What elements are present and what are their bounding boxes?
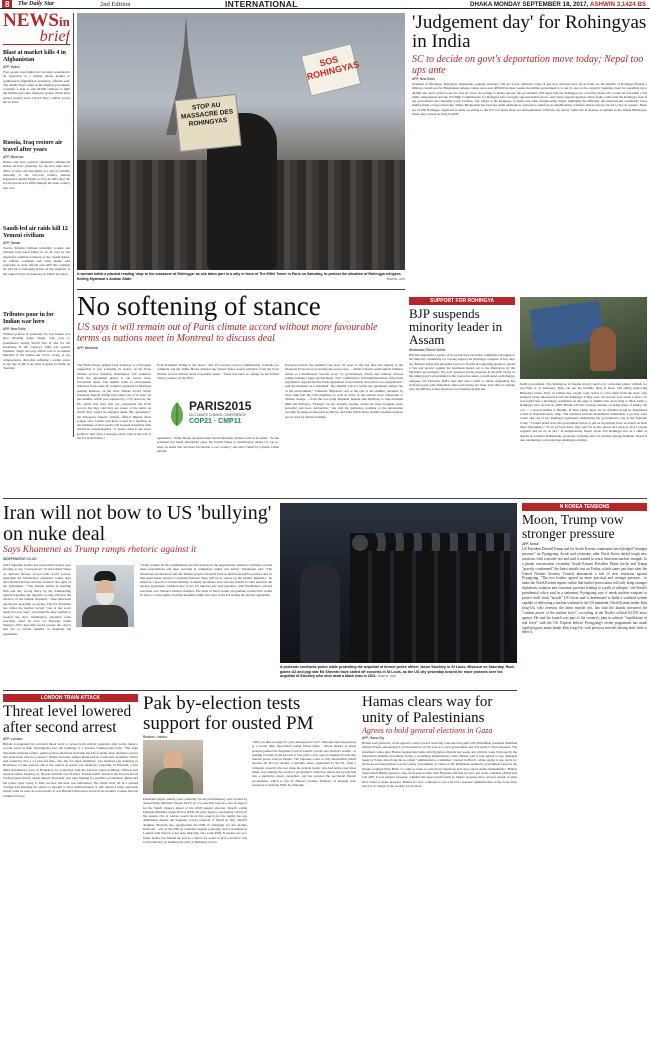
protester-figure: [300, 563, 340, 663]
rohingya-headline: 'Judgement day' for Rohingyas in India: [412, 13, 647, 52]
photo-credit: PHOTO: AFP: [377, 674, 397, 679]
korea-story: [522, 513, 647, 1033]
climate-body-col1: The White House pushed back Saturday at a European suggestion it was softening its stance on the Paris climate accord, insisting Washington will withdraw from the agreement unless it can secure more favourable terms. The remark came as environment ministers from some 30 countries gathered in Montreal seeking headway on the Paris climate accord which President Donald Trump had pulled out of in June. At the summit, which was attended by a US observer, the EU stated that they will not renegotiate the Paris accord, but they said they are aware of the terms on which they would be engaged under this agreement," the European Union's climate official Miguel Arias Canete said. Canete said there would be a meeting on the sidelines of next week's UN General Assembly with American representatives "to assess what is the exact position" and "give a message about what is the role of the US in the future.": [77, 363, 151, 441]
bangla-date: ASHWIN 3,1424 BS: [589, 1, 646, 8]
hamas-byline: AFP, Gaza City: [362, 736, 385, 740]
rohingya-story: [412, 13, 647, 155]
bjp-headline: BJP suspends minority leader in Assam: [409, 307, 503, 347]
scarf: [153, 768, 193, 794]
korea-byline: AFP, Seoul: [522, 542, 539, 546]
iran-byline: INDEPENDENT.CO.UK: [3, 557, 37, 561]
brief-headline: Blast at market kills 4 in Afghanistan: [3, 50, 66, 63]
iran-deck: Says Khamenei as Trump ramps rhetoric against it: [3, 545, 197, 555]
brief-headline: Tributes pour in for Indian war hero: [3, 312, 54, 325]
brief-body: Four people were killed and 14 others wounded in an explosion at a mobile phone market in southeastern Afghanistan yesterday, officials said. The deadly blast comes as the Afghan government considers a plan to arm 20,000 civilians to fight the Taliban and other insurgent groups which have gained ground since US-led Nato combat troops left in 2014.: [3, 70, 70, 105]
brief-title-news: NEWS: [3, 13, 59, 31]
brief-title-in: in: [58, 14, 70, 29]
dateline: [470, 1, 646, 8]
brief-item: [3, 140, 70, 222]
iran-body-col2: "Today despite all the commitments and discussions in the negotiations, America's attitude towards these negotiations and their outcome is completely unjust and unfair," Khamenei said. "The Americans should know that the Iranian people will stand firm on their honourable positions and on important issues related to national interests; there will be no retreat by the Islamic Republic," he added in a speech to Iranian military academy graduates. Iran said last month it could abandon the nuclear agreement "within hours" if the US imposes any new penalties, after Washington ordered sanctions over Tehran's ballistic missiles. The head of Iran's atomic programme warned Iran would be able to create highly enriched uranium within five days of the US ending the nuclear agreement.: [140, 563, 272, 598]
climate-body-col4: European Union, the summit took place 50 years to the day after the signing of the Montreal Protocol on protecting the ozone layer -- which Canada's environment minister hailed as a multilateral "success story" by governments, NGOs and ordinary citizens jointly tackling a major global threat. "We" committed to full implementation of the Paris Agreement. Agreed that the Paris Agreement is irreversible and will not be renegotiated," said the ministers in a statement. The summit will not revisit the agreement taking care of the environment," Catherine McKenna said at the end of the summit, attended by more than half the G20 members as well as some of the nations most vulnerable to climate change -- from the low-lying Marshall Islands and Maldives to impoverished Mali and Ethiopia. "Changes we see, extreme weather events are more frequent, more powerful and more destructive," she told the gathering, pointing to the devastation wrought by mega-storms such as Harvey and Irma which many climate scientists believe are boosted by global warming.: [285, 363, 403, 419]
london-story: [3, 704, 138, 1034]
photo-paris-caption: [77, 272, 405, 286]
brief-byline: AFP, Kabul: [3, 65, 20, 69]
pak-byline: Reuters, Lahore: [143, 735, 168, 739]
page-number: 8: [2, 0, 12, 9]
caption-text: A protester confronts police while protesting the acquittal of former police officer Jason Stockley in St Louis, Missouri on Saturday. Rock giants U2 and pop star Ed Sheeran have called off concerts in St Louis, as the US city yesterday braced for more protests over the acquittal of Stockley who shot dead a black man in 2011.: [280, 665, 515, 679]
brief-item: [3, 50, 70, 136]
paris-leaf-icon: [167, 400, 187, 428]
photo-credit: PHOTO: AFP: [386, 276, 405, 281]
placard-stop: [174, 94, 241, 152]
hr-middle: [3, 498, 647, 499]
pak-headline: Pak by-election tests support for ousted PM: [143, 694, 314, 734]
korea-body: US President Donald Trump and his South Korean counterpart have pledged "stronger pressure" on Pyongyang, Seoul said yesterday, after North Korea defied tough new sanctions with a missile test and said it wanted to reach American nuclear strength. In a phone conversation yesterday, South Korean President Moon Jae-In and Trump "gravely condemned" the latest missile test on Friday, which came just days after the United Nations Security Council announced a raft of new sanctions against Pyongyang. "The two leaders agreed on more practical and stronger pressure... to make the North Korean regime realise that further provocation will only bring stronger diplomatic isolation and economic pressure leading to a path of collapse," the South's presidential office said in a statement. Pyongyang says it needs nuclear weapons to protect itself from "hostile" US forces and is determined to build a warhead system capable of delivering a nuclear warhead to the US mainland. North Korean leader Kim Jong-Un, who oversaw the latest missile test, has said the launch increased the "combat power of the nuclear force", according to the North's official KCNA news agency. He said the launch was part of the country's plan to achieve "equilibrium of real force" with the US. Experts believe Pyongyang's recent programme has made rapid progress under leader Kim Jong-Un, with previous missiles having done little to deter it.: [522, 547, 647, 635]
beard: [96, 593, 114, 605]
news-in-brief-column: [3, 13, 70, 443]
paris2015-sub1: UN CLIMATE CHANGE CONFERENCE: [189, 413, 246, 417]
iran-body-col1: Iran's Supreme Leader has warned Iran would react strongly to any "wrong move" by the United States on Tehran's nuclear accord with world powers. Ayatollah Ali Khamenei's statement comes days after Donald Trump said Iran violated "the spirit of the agreement." "The Iranian nation is standing firm and any wrong move by the domineering regime regarding the [nuclear accord] will face the reaction of the Islamic Republic," state television quoted the Ayatollah as saying. The US President has called the nuclear accord "one of the worst deals I've ever seen" and hinted he may attempt to rescind the deal. Washington extended some sanctions relief for Iran on Thursday under Tehran's 2015 deal with world powers but said it had yet to decide whether to maintain the agreement.: [3, 563, 71, 636]
photo-khamenei: [76, 565, 134, 627]
climate-headline: No softening of stance: [77, 292, 321, 321]
photo-st-louis-caption: [280, 665, 517, 687]
brief-item: [3, 312, 70, 394]
masthead: [0, 0, 650, 9]
hamas-body: Hamas said yesterday it had agreed to steps toward resolving a decade-long split with Palestinian president Mahmud Abbas's Fatah, announcing it would dissolve a body seen as a rival government and was ready to hold elections. The statement comes after Hamas leaders held talks with Egyptian officials last week, and with the Gaza Strip run by the Palestinian Islamist movement facing a worsening humanitarian crisis. Hamas said it had agreed to key demands made by Fatah, dissolving the so-called "administrative committee" created in March, while saying it was ready for elections and negotiations toward a unity government. It called on the Palestinian Authority government based in the Israeli-occupied West Bank "to come to Gaza to exercise its functions and carry out its duties immediately." Hamas chief Ismail Haniya agreed to take such steps in talks with Egyptian officials in Cairo last week, a Hamas official had told AFP. It was unclear however, whether the steps would result in further progress since several rounds of talks have failed to make progress. Hamas for now continues to run a de facto separate administration in the Gaza Strip and it is in charge of the security forces there.: [362, 741, 517, 788]
bjp-byline: Hindustan Times Online: [409, 348, 446, 352]
brief-body: Twelve Yemeni civilians including women and children have been killed in an air raid by the Saudi-led coalition northeast of the capital Sanaa, an official, residents and rebel media said yesterday. A local official said AFP the coalition air raid hit a rebel-held house on the outskirts of the capital Sanaa on Saturday, in Marib province.: [3, 246, 70, 276]
climate-byline: AFP, Montreal: [77, 346, 99, 350]
paris2015-logo: [157, 396, 279, 434]
edition: 2nd Edition: [100, 1, 131, 8]
rohingya-byline: AFP, New Delhi: [412, 77, 435, 81]
hr-bottom: [3, 690, 517, 691]
brief-title-brief: brief: [3, 30, 70, 45]
placard-sos-text: SOS ROHINGYAS: [305, 54, 361, 82]
rohingya-deck: SC to decide on govt's deportation move today; Nepal too ups ante: [412, 54, 644, 76]
brief-byline: AFP, Sanaa: [3, 241, 21, 245]
bjp-body: BJP has suspended a leader of its Assam state executive committee belonging to the minority community for voicing support for Rohingya refugees. A few days ago Benazir Arfan had uploaded a post on Facebook requesting people to attend a 'fair and protest' against the treatment meted out to the Rohingyas by the Myanmar government. The post garnered strong response in the BJP circles as the ruling party's government at the Centre has taken a tough stand on Rohingya refugees. On Thursday, BJP's state unit sent a letter to Arfan suspending her from the party with immediate effect and giving her three days time to explain why disciplinary action should not be initiated against her.: [409, 353, 515, 392]
paper-name: The Daily Star: [18, 1, 55, 7]
hamas-deck: Agrees to hold general elections in Gaza: [362, 726, 493, 735]
bjp-label: SUPPORT FOR ROHINGYA: [409, 297, 515, 305]
police-line: [350, 543, 510, 663]
brief-headline: Russia, Iraq restore air travel after years: [3, 140, 63, 153]
climate-body-col2: from President Trump to the press." The US reversal was not immediately available for comment and the White House insisted the United States would withdraw from the Paris climate accord without more favourable terms. "There has been no change in the United States' position on the Paris: [157, 363, 279, 380]
hr-climate: [77, 289, 405, 290]
section-title: INTERNATIONAL: [225, 0, 298, 9]
brief-byline: AFP, Moscow: [3, 155, 24, 159]
climate-body-col3: agreement," White House spokeswoman Sarah Huckabee Sanders said in an email. "As the president has made abundantly clear, the United States is withdrawing unless we can re-enter on terms that are more favourable to our country," she said. Called by Canada, China and the: [157, 436, 279, 453]
placard-stop-text: STOP AU MASSACRE DES ROHINGYAS: [180, 101, 234, 129]
child-figure: [590, 327, 616, 371]
photo-rohingya-child: [520, 297, 647, 379]
placard-sos: [301, 43, 362, 96]
brief-byline: AFP, New Delhi: [3, 327, 26, 331]
photo-paris-rally: [77, 13, 405, 270]
paris2015-title: PARIS2015: [189, 399, 252, 413]
korea-label: N KOREA TENSIONS: [522, 503, 647, 511]
iran-headline: Iran will not bow to US 'bullying' on nuke deal: [3, 503, 272, 545]
london-headline: Threat level lowered after second arrest: [3, 704, 132, 736]
hamas-headline: Hamas clears way for unity of Palestinians: [362, 694, 493, 726]
brief-body: Russia and Iraq restored scheduled commercial airline services yesterday for the first time since 2003, as what officials hailed as a sign of stability returning to the war-torn country. Russia suspended regular flights to Iraq in 2003 after the US-led invasion in 2003 plunged the Arab country into war.: [3, 160, 70, 190]
helmets: [350, 533, 510, 551]
london-label: LONDON TRAIN ATTACK: [3, 694, 138, 702]
photo-st-louis-protest: [280, 503, 517, 663]
korea-headline: Moon, Trump vow stronger pressure: [522, 513, 624, 541]
caption-text: A woman holds a placard reading 'stop to the massacre of Rohingya' as she takes part in a rally in front of The Eiffel Tower in Paris on Saturday, to protest the situation of Rohingya refugees fleeing Myanmar's Arakan State.: [77, 272, 401, 281]
pak-body-col2: "Will you take revenge for your disrespected vote?" Maryam asked supporters at a recent rally. Opposition leader Imran Khan - whose threats of street protests pushed the Supreme Court to launch a probe into Nawaz's wealth - is seeking to build on his success of last year's court case by making inroads into Sharifs' power base in Punjab. The Supreme Court in July disqualified Sharif because he did not declare a monthly salary equivalent to $2,722, from a company owned by his son when the veteran leader, who had held power three times, was running the country's government. Khan has turned the by-election into a plebiscite about corruption, and has accused the provincial Punjab government, which is run by Nawaz's brother Shahbaz, of abusing state resources to help the PML-N campaign.: [252, 740, 356, 787]
hamas-story: [362, 694, 517, 1034]
dateline-text: DHAKA MONDAY SEPTEMBER 18, 2017,: [470, 1, 589, 8]
bjp-story: [409, 307, 515, 497]
rohingya-body-continued: Delhi government. The Rohingyas in Jammu mostly survive by collecting plastic rubbish for recycling or as labourers. They can see the hostility there is more. The ruling right-wing Bharatiya Janata Party in Jammu has sought court orders to evict them from the state. One business group threatened to kill the Rohingya if they were not moved. Last week a dead cow was found near a Rohingya settlement on the edge of Jammu city. According to Shah Alam, a Rohingya who arrived in 2008, Hindu activists torched shanties accusing them of killing the cow -- a sacred animal to Hindus. In New Delhi, there are 47 families living in dilapidated rooms in Kanchan Kunj camp. The residents include Mohammad Salimullah, a grocery store owner and one of two Rohingya petitioners challenging the government's case at the Supreme Court. "I would prefer have the government kill us or put us in jail than force us deport us back there (Myanmar)." "If we go back there, they will cut us into pieces and stack us 10-15 people together and set us on fire." In neighbouring Nepal, about 250 Rohingya live in a slum of shacks in southern Kathmandu, anxiously awaiting news of relatives fleeing Rakhine. Nepal is also attempting to prevent more Rohingya arriving.: [520, 382, 647, 442]
robe: [82, 605, 128, 627]
brief-headline: Saudi-led air raids kill 12 Yemeni civilians: [3, 226, 68, 239]
brief-body: Tributes poured in yesterday for last Indian war hero Marshal Arjan Singh, who rose to prominence during World War II and for his leadership in the country's 1965 war against Pakistan. Singh, the only officer ever to be named Marshal of the Indian Air Force owing to his achievements, died after suffering a cardiac arrest at the age of 98 at an army hospital in Delhi on Saturday.: [3, 332, 70, 371]
climate-deck: US says it will remain out of Paris climate accord without more favourable terms as nations meet in Montreal to discuss deal: [77, 322, 378, 344]
london-byline: AFP, London: [3, 737, 23, 741]
brief-item: [3, 226, 70, 308]
london-body: Britain downgraded its terrorism threat level to severe from critical yesterday after police made a second arrest in their investigation into the bombing of a London Underground train. "The Joint Terrorism Analysis Centre, which reviews the threat level that the UK is under, have decided to lower that level from critical to severe," Home Secretary Amber Rudd said in a televised statement. Police said yesterday that a 21-year-old man, who has not been identified, was detained late Saturday in Hounslow, on the western rim of the capital. A search was underway yesterday in Stanwell, a few miles (kilometres) west of Hounslow, in connection with the Parsons Green bombing. Officers had arrested earlier Saturday an 18-year-old man over Friday's "bucket bomb" attack at the Parsons Green Underground station, which injured 30 people, and were hunting for possible accomplices. Rudd said the police were trying to find out how the man was radicalised. The bomb went off in a packed carriage and although the device is thought to have malfunctioned, it still caused a large explosion which could be seen on social media. It was Britain's fifth terror attack in six months, a series that has claimed 35 lives.: [3, 742, 138, 798]
paris2015-sub2: COP21 · CMP11: [189, 418, 242, 425]
pak-body-col1: Pakistanis began casting votes yesterday for the parliamentary seat vacated by ousted Prime Minister Nawaz Sharif, in a by-election seen as a test of support for the Sharif dynasty ahead of the 2018 general election. Sharif's ruling Pakistan Muslim League-Nawaz (PML-N) party hopes a resounding victory in the eastern city of Lahore would show that support for the family has not diminished despite the Supreme Court's removal of Sharif in July. Sharif's daughter Maryam has spearheaded the PML-N campaign for her mother Kulsoom - who is the NPL-N candidate despite receiving cancer treatment in London with Nawaz at her side. Maryam, who some PML-N leaders see as a future leader, has framed the poll as a chance for voters to give a decisive vote to the judiciary by handing the party a thumping victory.: [143, 797, 247, 844]
rohingya-body: Detained in Myanmar, Rohingyas desperately seeking sanctuary will get a new reminder today of just how unloved they are in India. As the number of Rohingya fleeing a military crackdown for Bangladesh refugee camps races past 400,000 in three weeks, the Indian government is to put its case to the country's Supreme Court for expelling up to 40,000 who have arrived over the past 10 years. According to media reports, the government will argue that the Rohingya are a security threat who could aid terrorism. Civil rights campaigners and the UN High Commissioner for Refugees have strongly opposed India's move. And many experts question where India could send the Rohingya even if the government gets Supreme Court backing. The plight of the Rohingya in India, and other neighbouring Nepal, highlights the difficulty the international community faces finding them a long-term home. While Bangladesh has been the main destination, some have ended up in neighbouring countries almost always forced to live in squalor. There are 16,000 Rohingya registered in India according to the UN, but many more are undocumented. Officials say nearly 7,000 live in shanties in Jammu in the Indian Himalayas, where they started arriving in 2008.: [412, 82, 647, 117]
brief-title: [3, 13, 70, 45]
column-divider: [73, 13, 74, 437]
photo-maryam: [143, 740, 203, 794]
